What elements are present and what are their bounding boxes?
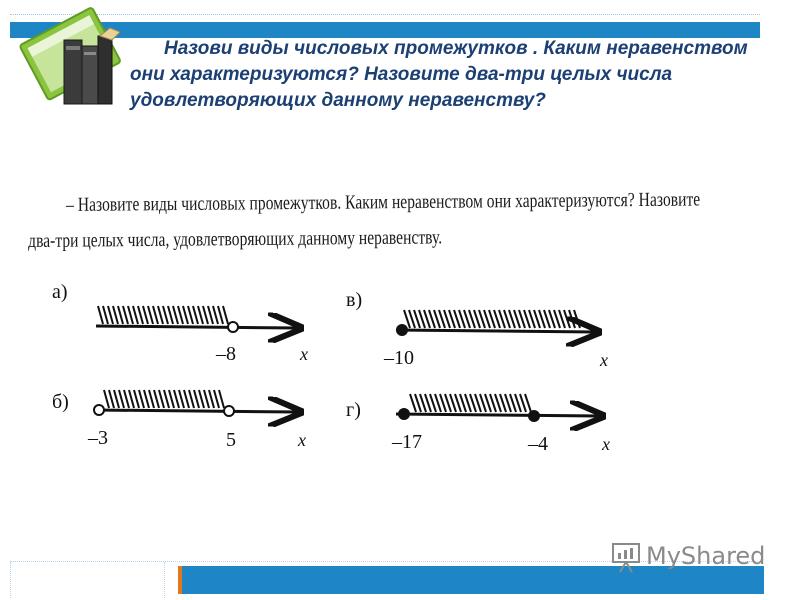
books-icon <box>8 6 124 116</box>
hatch-stroke <box>139 390 144 408</box>
axis-var-d: x <box>602 434 610 454</box>
hatching-a <box>98 306 228 324</box>
label-d: г) <box>346 399 361 421</box>
hatch-stroke <box>203 306 208 324</box>
hatch-stroke <box>218 306 223 324</box>
hatch-stroke <box>133 306 138 324</box>
bottom-dotted-vrule-left <box>10 562 11 598</box>
hatch-stroke <box>169 390 174 408</box>
label-c: в) <box>346 289 363 311</box>
point-b-open-right <box>224 406 234 416</box>
hatch-stroke <box>98 306 103 324</box>
hatch-stroke <box>143 306 148 324</box>
axis-b <box>96 410 298 412</box>
hatch-stroke <box>208 306 213 324</box>
hatch-stroke <box>128 306 133 324</box>
hatch-stroke <box>174 390 179 408</box>
hatch-stroke <box>199 390 204 408</box>
textbook-excerpt <box>0 180 800 480</box>
tick-label-b-right: 5 <box>226 429 236 451</box>
tick-label-b-left: –3 <box>88 427 108 449</box>
hatch-stroke <box>178 306 183 324</box>
hatch-stroke <box>144 390 149 408</box>
tick-label-d-right: –4 <box>528 433 548 455</box>
hatch-stroke <box>119 390 124 408</box>
tick-label-d-left: –17 <box>392 431 422 453</box>
hatch-stroke <box>163 306 168 324</box>
hatch-stroke <box>134 390 139 408</box>
hatch-stroke <box>118 306 123 324</box>
slide-title <box>130 36 750 114</box>
slide-title-text: Назови виды числовых промежутков . Каким неравенством они характеризуются? Назовите два-три целых числа удовлетворяющих данному неравенству? <box>130 38 748 111</box>
number-lines-diagram <box>0 180 800 480</box>
hatch-stroke <box>168 306 173 324</box>
hatch-stroke <box>209 390 214 408</box>
hatch-stroke <box>148 306 153 324</box>
bottom-dotted-vrule-mid <box>164 562 165 598</box>
hatch-stroke <box>159 390 164 408</box>
point-a-open <box>228 322 238 332</box>
axis-c <box>396 330 596 332</box>
hatch-stroke <box>213 306 218 324</box>
hatch-stroke <box>103 306 108 324</box>
hatch-stroke <box>154 390 159 408</box>
axis-d <box>396 414 600 416</box>
hatch-stroke <box>194 390 199 408</box>
hatch-stroke <box>223 306 228 324</box>
watermark-text: MyShared <box>646 542 766 570</box>
point-c-closed <box>396 324 408 336</box>
hatch-stroke <box>123 306 128 324</box>
axis-a <box>96 326 298 328</box>
watermark <box>610 540 770 576</box>
axis-var-c: x <box>600 350 608 370</box>
hatch-stroke <box>193 306 198 324</box>
point-d-closed-left <box>398 408 410 420</box>
label-a: а) <box>52 281 68 303</box>
point-d-closed-right <box>528 410 540 422</box>
instruction-line-2: два-три целых числа, удовлетворяющих данному неравенству. <box>28 226 443 252</box>
hatch-stroke <box>138 306 143 324</box>
hatch-stroke <box>183 306 188 324</box>
hatch-stroke <box>214 390 219 408</box>
hatch-stroke <box>179 390 184 408</box>
axis-var-b: x <box>298 430 306 450</box>
hatch-stroke <box>158 306 163 324</box>
hatch-stroke <box>104 390 109 408</box>
hatch-stroke <box>114 390 119 408</box>
presentation-icon <box>610 540 644 574</box>
hatching-d <box>410 394 531 412</box>
hatch-stroke <box>188 306 193 324</box>
label-b: б) <box>52 391 69 413</box>
hatch-stroke <box>113 306 118 324</box>
hatch-stroke <box>219 390 224 408</box>
instruction-line-1: – Назовите виды числовых промежутков. Каким неравенством они характеризуются? Назовите <box>66 188 701 216</box>
hatch-stroke <box>109 390 114 408</box>
point-b-open-left <box>94 405 104 415</box>
hatch-stroke <box>189 390 194 408</box>
tick-label-a: –8 <box>216 343 236 365</box>
hatch-stroke <box>164 390 169 408</box>
hatching-b <box>104 390 224 408</box>
hatching-c <box>404 310 580 328</box>
hatch-stroke <box>173 306 178 324</box>
tick-label-c: –10 <box>384 347 414 369</box>
hatch-stroke <box>149 390 154 408</box>
hatch-stroke <box>129 390 134 408</box>
hatch-stroke <box>198 306 203 324</box>
hatch-stroke <box>204 390 209 408</box>
hatch-stroke <box>108 306 113 324</box>
hatch-stroke <box>184 390 189 408</box>
axis-var-a: x <box>300 344 308 364</box>
hatch-stroke <box>153 306 158 324</box>
hatch-stroke <box>124 390 129 408</box>
